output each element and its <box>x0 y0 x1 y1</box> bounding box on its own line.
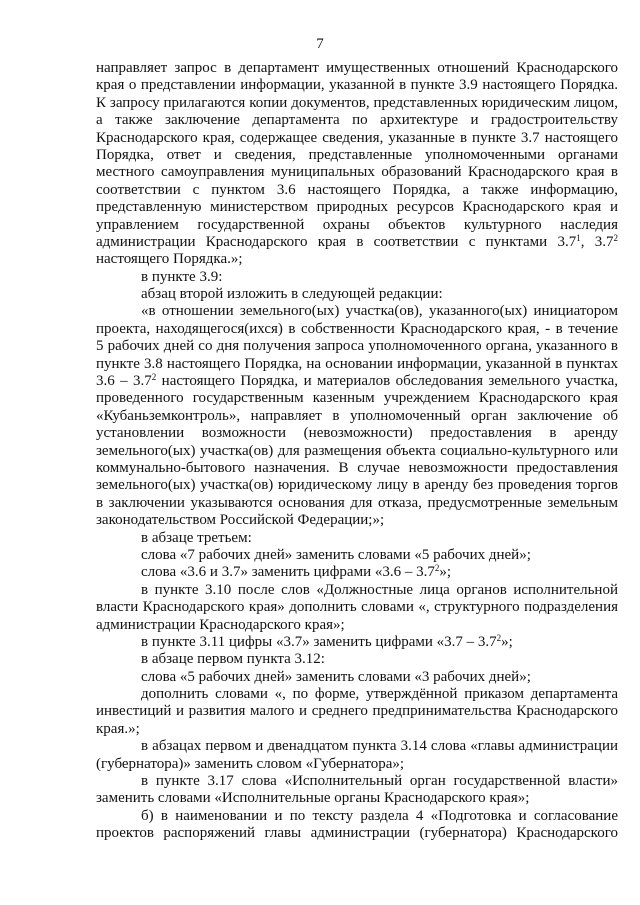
text-line <box>96 217 618 234</box>
line-text: края.»; <box>96 720 140 737</box>
line-text: управлением государственной охраны объектов культурного наследия <box>96 216 618 233</box>
line-text: Краснодарского края, содержащее сведения, указанные в пункте 3.7 настоящего <box>96 129 618 146</box>
line-text: инвестиций и развития малого и среднего предпринимательства Краснодарского <box>96 703 618 720</box>
line-text: 5 рабочих дней со дня получения запроса уполномоченного органа, указанного в <box>96 338 618 355</box>
text-line <box>96 373 618 390</box>
text-line <box>96 495 618 512</box>
text-line <box>96 95 618 112</box>
line-text: земельного(ых) участка(ов) юридическому лицу в аренду без проведения торгов <box>96 477 618 494</box>
text-line <box>96 477 618 494</box>
text-line <box>96 756 618 773</box>
line-text: местного самоуправления муниципальных образований Краснодарского края в <box>96 164 618 181</box>
line-text: администрации Краснодарского края»; <box>96 616 345 633</box>
text-line <box>96 547 618 564</box>
line-text-continued: »; <box>439 564 452 581</box>
line-text: в пункте 3.17 слова «Исполнительный орган государственной власти» <box>141 773 618 790</box>
line-text: в заключении указываются основания для отказа, предусмотренные земельным <box>96 494 618 511</box>
text-line <box>96 790 618 807</box>
line-text: представленную министерством природных ресурсов Краснодарского края и <box>96 199 618 216</box>
line-text: установлении возможности (невозможности) предоставления в аренду <box>96 425 618 442</box>
text-line <box>96 234 618 251</box>
text-line <box>96 738 618 755</box>
text-line <box>96 130 618 147</box>
text-line <box>96 686 618 703</box>
superscript: 2 <box>434 564 440 574</box>
text-line <box>96 164 618 181</box>
text-line <box>96 251 618 268</box>
text-line <box>96 425 618 442</box>
superscript: 1 <box>576 233 581 243</box>
line-text: проектов распоряжений главы администрации (губернатора) Краснодарского <box>96 825 618 842</box>
line-text: заменить словами «Исполнительные органы Краснодарского края»; <box>96 790 530 807</box>
text-line <box>96 147 618 164</box>
text-line <box>96 356 618 373</box>
text-line <box>96 112 618 129</box>
line-text: края о представлении информации, указанной в пункте 3.9 настоящего Порядка. <box>96 77 618 94</box>
text-line <box>96 303 618 320</box>
line-text: К запросу прилагаются копии документов, представленных юридическим лицом, <box>96 94 618 111</box>
line-text: проекта, находящегося(ихся) в собственности Краснодарского края, - в течение <box>96 320 618 337</box>
line-text: настоящего Порядка.»; <box>96 251 243 268</box>
text-line <box>96 443 618 460</box>
text-line <box>96 408 618 425</box>
line-text: (губернатора)» заменить словом «Губернатора»; <box>96 755 405 772</box>
text-line <box>96 669 618 686</box>
line-text: администрации Краснодарского края в соответствии с пунктами 3.7 <box>96 233 577 250</box>
document-body <box>96 60 618 843</box>
line-text: пункте 3.8 настоящего Порядка, на основании информации, указанной в пунктах <box>96 355 618 372</box>
line-text: соответствии с пунктом 3.6 настоящего Порядка, а также информацию, <box>96 181 618 198</box>
superscript: 2 <box>151 373 157 383</box>
text-line <box>96 182 618 199</box>
line-text: 3.6 – 3.7 <box>96 373 152 390</box>
line-text: «Кубаньземконтроль», направляет в уполномоченный орган заключение об <box>96 407 618 424</box>
line-text-continued: настоящего Порядка, и материалов обследования земельного участка, <box>156 373 618 390</box>
text-line <box>96 651 618 668</box>
text-line <box>96 286 618 303</box>
text-line <box>96 825 618 842</box>
text-line <box>96 703 618 720</box>
text-line <box>96 460 618 477</box>
text-line <box>96 634 618 651</box>
text-line <box>96 617 618 634</box>
line-text: слова «5 рабочих дней» заменить словами «3 рабочих дней»; <box>141 668 531 685</box>
line-text: проведенного государственным казенным учреждением Краснодарского края <box>96 390 618 407</box>
text-line <box>96 599 618 616</box>
text-line <box>96 60 618 77</box>
text-line <box>96 199 618 216</box>
line-text: в пункте 3.11 цифры «3.7» заменить цифрами «3.7 – 3.7 <box>141 633 497 650</box>
text-line <box>96 582 618 599</box>
line-text: земельного(ых) участка(ов) для размещения объекта социально-культурного или <box>96 442 618 459</box>
line-text: направляет запрос в департамент имущественных отношений Краснодарского <box>96 60 618 76</box>
line-text-continued: »; <box>501 633 513 650</box>
line-text: законодательством Российской Федерации;»; <box>96 512 385 529</box>
line-text: коммунально-бытового назначения. В случае невозможности предоставления <box>96 459 618 476</box>
line-text: в пункте 3.10 после слов «Должностные лица органов исполнительной <box>141 581 618 598</box>
line-text: абзац второй изложить в следующей редакции: <box>141 286 443 303</box>
text-line <box>96 808 618 825</box>
text-line <box>96 269 618 286</box>
line-text: в пункте 3.9: <box>141 268 223 285</box>
line-text: в абзаце первом пункта 3.12: <box>141 651 325 668</box>
line-text: в абзацах первом и двенадцатом пункта 3.14 слова «главы администрации <box>141 738 618 755</box>
text-line <box>96 564 618 581</box>
text-line <box>96 77 618 94</box>
text-line <box>96 321 618 338</box>
text-line <box>96 512 618 529</box>
line-text: власти Краснодарского края» дополнить словами «, структурного подразделения <box>96 599 618 616</box>
line-text: в абзаце третьем: <box>141 529 252 546</box>
line-text: Порядка, ответ и сведения, представленные уполномоченными органами <box>96 146 618 163</box>
page-number: 7 <box>316 36 324 52</box>
line-text: а также заключение департамента по архитектуре и градостроительству <box>96 112 618 129</box>
text-line <box>96 721 618 738</box>
line-text: слова «7 рабочих дней» заменить словами «5 рабочих дней»; <box>141 546 531 563</box>
line-text: б) в наименовании и по тексту раздела 4 «Подготовка и согласование <box>141 807 618 824</box>
line-text: слова «3.6 и 3.7» заменить цифрами «3.6 – 3.7 <box>141 564 435 581</box>
superscript: 2 <box>613 233 618 243</box>
line-text: «в отношении земельного(ых) участка(ов), указанного(ых) инициатором <box>141 303 618 320</box>
superscript: 2 <box>496 633 502 643</box>
text-line <box>96 773 618 790</box>
text-line <box>96 338 618 355</box>
line-text: дополнить словами «, по форме, утверждённой приказом департамента <box>141 686 618 703</box>
text-line <box>96 530 618 547</box>
text-line <box>96 390 618 407</box>
line-text-continued: , 3.7 <box>580 233 614 250</box>
